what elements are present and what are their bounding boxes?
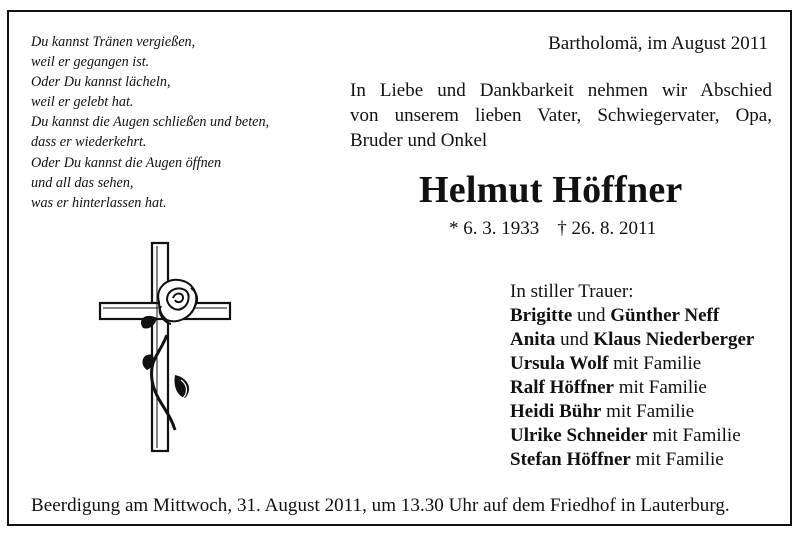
- intro-text: [350, 78, 772, 153]
- poem-line: weil er gegangen ist.: [31, 54, 150, 71]
- mourner-entry: Brigitte und Günther Neff: [510, 305, 720, 326]
- mourner-entry: Stefan Höffner mit Familie: [510, 449, 724, 470]
- poem-line: was er hinterlassen hat.: [31, 194, 167, 211]
- birth-date: * 6. 3. 1933: [449, 218, 540, 239]
- poem-line: Oder Du kannst die Augen öffnen: [31, 154, 222, 171]
- mourner-entry: Ralf Höffner mit Familie: [510, 377, 707, 398]
- intro-line: In Liebe und Dankbarkeit nehmen wir Abschied: [350, 80, 772, 101]
- intro-line: von unserem lieben Vater, Schwiegervater, Opa,: [350, 105, 772, 126]
- cross-with-rose-icon: [97, 240, 237, 455]
- poem-line: und all das sehen,: [31, 174, 134, 191]
- poem-line: weil er gelebt hat.: [31, 94, 134, 111]
- poem-line: Du kannst die Augen schließen und beten,: [31, 114, 270, 131]
- poem-line: Du kannst Tränen vergießen,: [31, 34, 196, 50]
- mourner-entry: Heidi Bühr mit Familie: [510, 401, 695, 422]
- poem-line: dass er wiederkehrt.: [31, 134, 147, 151]
- poem-line: Oder Du kannst lächeln,: [31, 74, 171, 91]
- death-date: † 26. 8. 2011: [557, 218, 657, 239]
- funeral-notice: Beerdigung am Mittwoch, 31. August 2011, um 13.30 Uhr auf dem Friedhof in Lauterburg.: [31, 495, 730, 516]
- place-date: Bartholomä, im August 2011: [548, 33, 768, 54]
- life-dates: [449, 218, 656, 240]
- mourner-entry: Ulrike Schneider mit Familie: [510, 425, 741, 446]
- mourner-entry: Anita und Klaus Niederberger: [510, 329, 755, 350]
- intro-line: Bruder und Onkel: [350, 130, 488, 151]
- obituary-frame: [7, 10, 792, 526]
- poem: [31, 32, 331, 213]
- deceased-name: Helmut Höffner: [419, 169, 683, 211]
- mourners: [510, 280, 754, 472]
- mourner-entry: Ursula Wolf mit Familie: [510, 353, 702, 374]
- mourners-heading: In stiller Trauer:: [510, 281, 634, 302]
